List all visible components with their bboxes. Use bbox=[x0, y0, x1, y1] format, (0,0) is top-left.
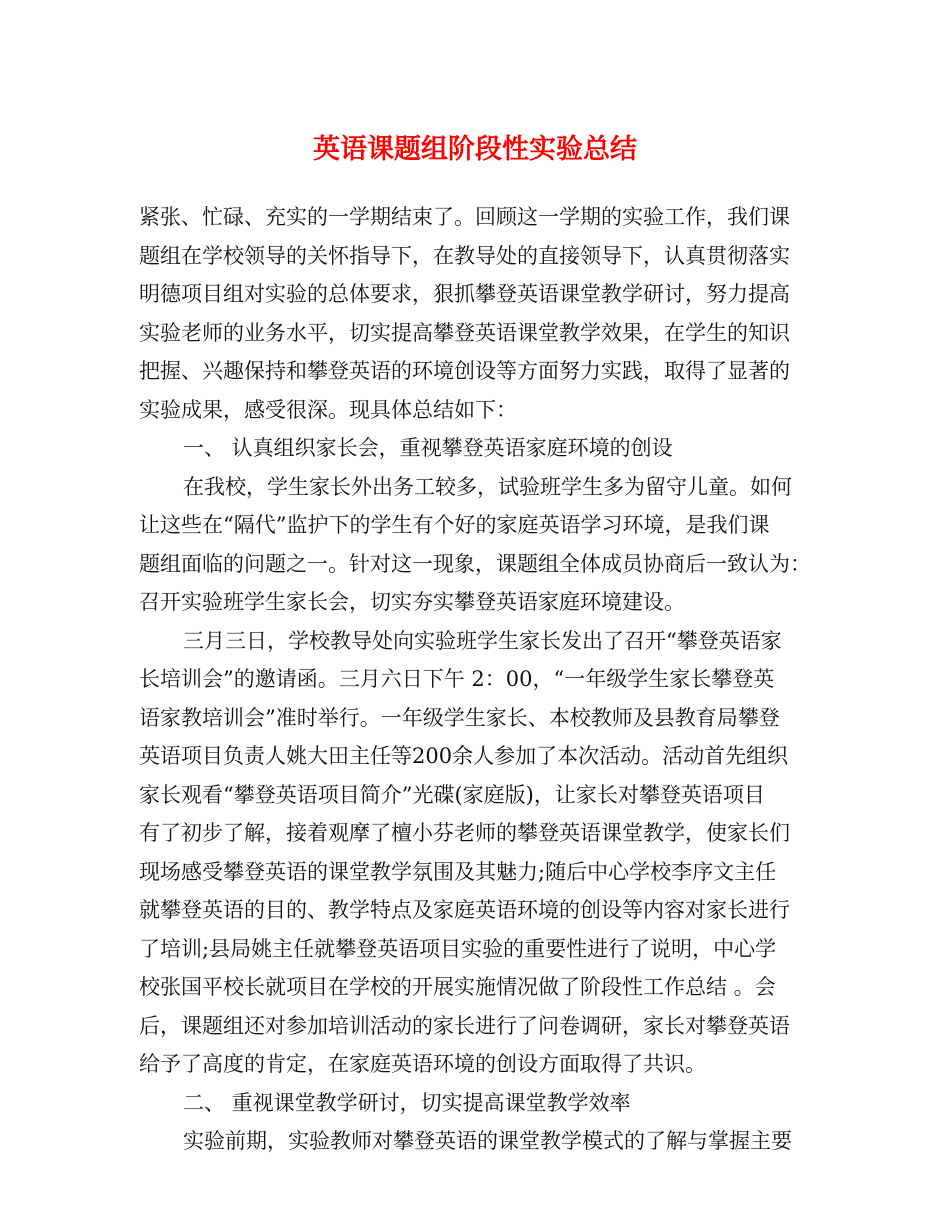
text-line: 召开实验班学生家长会，切实夯实攀登英语家庭环境建设。 bbox=[139, 590, 685, 614]
text-line: 把握、兴趣保持和攀登英语的环境创设等方面努力实践，取得了显著的 bbox=[139, 359, 790, 383]
text-line: 在我校，学生家长外出务工较多，试验班学生多为留守儿童。如何 bbox=[183, 474, 792, 499]
text-line: 现场感受攀登英语的课堂教学氛围及其魅力;随后中心学校李序文主任 bbox=[139, 859, 777, 884]
text-line: 紧张、忙碌、充实的一学期结束了。回顾这一学期的实验工作，我们课 bbox=[139, 205, 790, 229]
text-line: 实验成果，感受很深。现具体总结如下： bbox=[139, 397, 517, 422]
text-line: 就攀登英语的目的、教学特点及家庭英语环境的创设等内容对家长进行 bbox=[139, 898, 790, 922]
text-line: 长培训会”的邀请函。三月六日下午 2：00，“一年级学生家长攀登英 bbox=[139, 667, 775, 691]
text-line: 实验老师的业务水平，切实提高攀登英语课堂教学效果，在学生的知识 bbox=[139, 320, 790, 345]
document-title: 英语课题组阶段性实验总结 bbox=[313, 134, 637, 165]
text-line: 后，课题组还对参加培训活动的家长进行了问卷调研，家长对攀登英语 bbox=[139, 1013, 790, 1038]
text-line: 有了初步了解，接着观摩了檀小芬老师的攀登英语课堂教学，使家长们 bbox=[139, 821, 790, 845]
text-line: 明德项目组对实验的总体要求，狠抓攀登英语课堂教学研讨，努力提高 bbox=[139, 282, 790, 306]
text-line: 一、 认真组织家长会，重视攀登英语家庭环境的创设 bbox=[183, 436, 673, 460]
text-line: 了培训;县局姚主任就攀登英语项目实验的重要性进行了说明，中心学 bbox=[139, 936, 777, 961]
text-line: 家长观看“攀登英语项目简介”光碟(家庭版)，让家长对攀登英语项目 bbox=[139, 782, 765, 807]
text-line: 二、 重视课堂教学研讨，切实提高课堂教学效率 bbox=[183, 1090, 631, 1115]
text-line: 语家教培训会”准时举行。一年级学生家长、本校教师及县教育局攀登 bbox=[139, 705, 780, 730]
text-line: 让这些在“隔代”监护下的学生有个好的家庭英语学习环境，是我们课 bbox=[139, 513, 770, 537]
text-line: 英语项目负责人姚大田主任等200余人参加了本次活动。活动首先组织 bbox=[139, 744, 789, 768]
document-body bbox=[139, 198, 829, 1161]
text-line: 校张国平校长就项目在学校的开展实施情况做了阶段性工作总结 。会 bbox=[139, 975, 776, 999]
text-line: 题组在学校领导的关怀指导下，在教导处的直接领导下，认真贯彻落实 bbox=[139, 243, 790, 268]
text-line: 题组面临的问题之一。针对这一现象，课题组全体成员协商后一致认为： bbox=[139, 551, 811, 576]
text-line: 给予了高度的肯定，在家庭英语环境的创设方面取得了共识。 bbox=[139, 1052, 706, 1076]
text-line: 实验前期，实验教师对攀登英语的课堂教学模式的了解与掌握主要 bbox=[183, 1129, 792, 1153]
text-line: 三月三日，学校教导处向实验班学生家长发出了召开“攀登英语家 bbox=[183, 628, 782, 653]
